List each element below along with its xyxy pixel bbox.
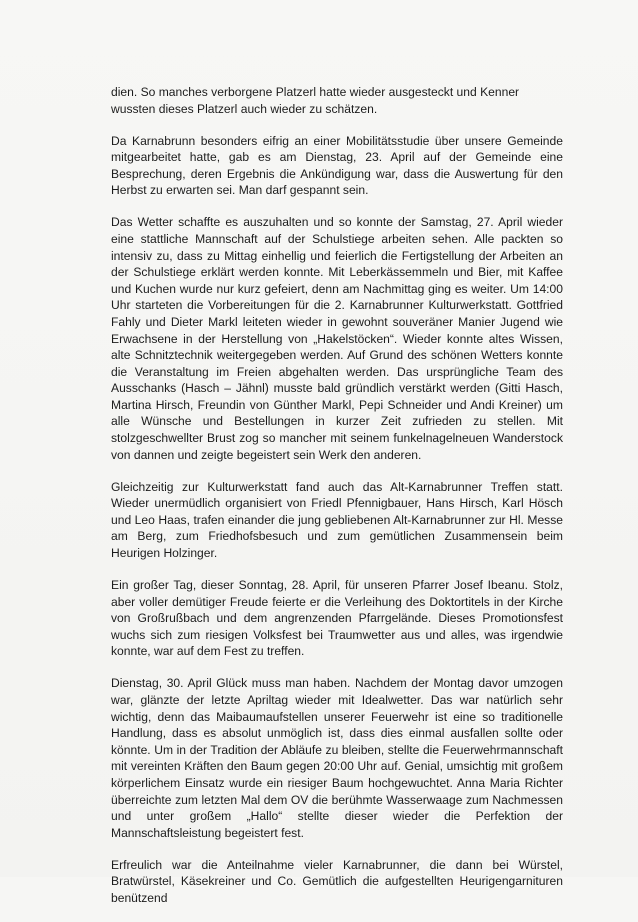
paragraph-7: Erfreulich war die Anteilnahme vieler Karnabrunner, die dann bei Würstel, Bratwürstel, Käsekreiner und Co. Gemütlich die aufgestellten Heurigengarnituren benützend <box>111 857 563 905</box>
paragraph-6: Dienstag, 30. April Glück muss man haben. Nachdem der Montag davor umzogen war, glänzte der letzte Apriltag wieder mit Idealwetter. Das war natürlich sehr wichtig, denn das Maibaumaufstellen unserer Feuerwehr ist eine so traditionelle Handlung, dass es absolut unmöglich ist, dass dies einmal ausfallen sollte oder könnte. Um in der Tradition der Abläufe zu bleiben, stellte die Feuerwehrmannschaft mit vereinten Kräften den Baum gegen 20:00 Uhr auf. Genial, umsichtig mit großem körperlichem Einsatz wurde ein riesiger Baum hochgewuchtet. Anna Maria Richter überreichte zum letzten Mal dem OV die berühmte Wasserwaage zum Nachmessen und unter großem „Hallo“ stellte dieser wieder die Perfektion der Mannschaftsleistung begeistert fest. <box>111 676 563 840</box>
paragraph-3: Das Wetter schaffte es auszuhalten und so konnte der Samstag, 27. April wieder eine stattliche Mannschaft auf der Schulstiege arbeiten sehen. Alle packten so intensiv zu, dass zu Mittag einhellig und feierlich die Fertigstellung der Arbeiten an der Schulstiege erklärt werden konnte. Mit Leberkässemmeln und Bier, mit Kaffee und Kuchen wurde nur kurz gefeiert, denn am Nachmittag ging es weiter. Um 14:00 Uhr starteten die Vorbereitungen für die 2. Karnabrunner Kulturwerkstatt. Gottfried Fahly und Dieter Markl leiteten wieder in gewohnt souveräner Manier Jugend wie Erwachsene in der Herstellung von „Hakelstöcken“. Wieder konnte altes Wissen, alte Schnitztechnik weitergegeben werden. Auf Grund des schönen Wetters konnte die Veranstaltung im Freien abgehalten werden. Das ursprüngliche Team des Ausschanks (Hasch – Jähnl) musste bald gründlich verstärkt werden (Gitti Hasch, Martina Hirsch, Freundin von Günther Markl, Pepi Schneider und Andi Kreiner) um alle Wünsche und Bestellungen in kurzer Zeit zufrieden zu stellen. Mit stolzgeschwellter Brust zog so mancher mit seinem funkelnagelneuen Wanderstock von dannen und zeigte begeistert sein Werk den anderen. <box>111 215 563 462</box>
paragraph-4: Gleichzeitig zur Kulturwerkstatt fand auch das Alt-Karnabrunner Treffen statt. Wieder unermüdlich organisiert von Friedl Pfennigbauer, Hans Hirsch, Karl Hösch und Leo Haas, trafen einander die jung gebliebenen Alt-Karnabrunner zur Hl. Messe am Berg, zum Friedhofsbesuch und zum gemütlichen Zusammensein beim Heurigen Holzinger. <box>111 479 563 561</box>
paragraph-1: dien. So manches verborgene Platzerl hatte wieder ausgesteckt und Kenner wussten dieses Platzerl auch wieder zu schätzen. <box>111 85 520 116</box>
paragraph-5: Ein großer Tag, dieser Sonntag, 28. April, für unseren Pfarrer Josef Ibeanu. Stolz, aber voller demütiger Freude feierte er die Verleihung des Doktortitels in der Kirche von Großrußbach und dem angrenzenden Pfarrgelände. Dieses Promotionsfest wuchs sich zum riesigen Volksfest bei Traumwetter aus und alles, was irgendwie konnte, war auf dem Fest zu treffen. <box>111 578 563 659</box>
document-body <box>111 84 563 922</box>
paragraph-2: Da Karnabrunn besonders eifrig an einer Mobilitätsstudie über unsere Gemeinde mitgearbeitet hatte, gab es am Dienstag, 23. April auf der Gemeinde eine Besprechung, deren Ergebnis die Ankündigung war, dass die Auswertung für den Herbst zu erwarten sei. Man darf gespannt sein. <box>111 133 563 198</box>
